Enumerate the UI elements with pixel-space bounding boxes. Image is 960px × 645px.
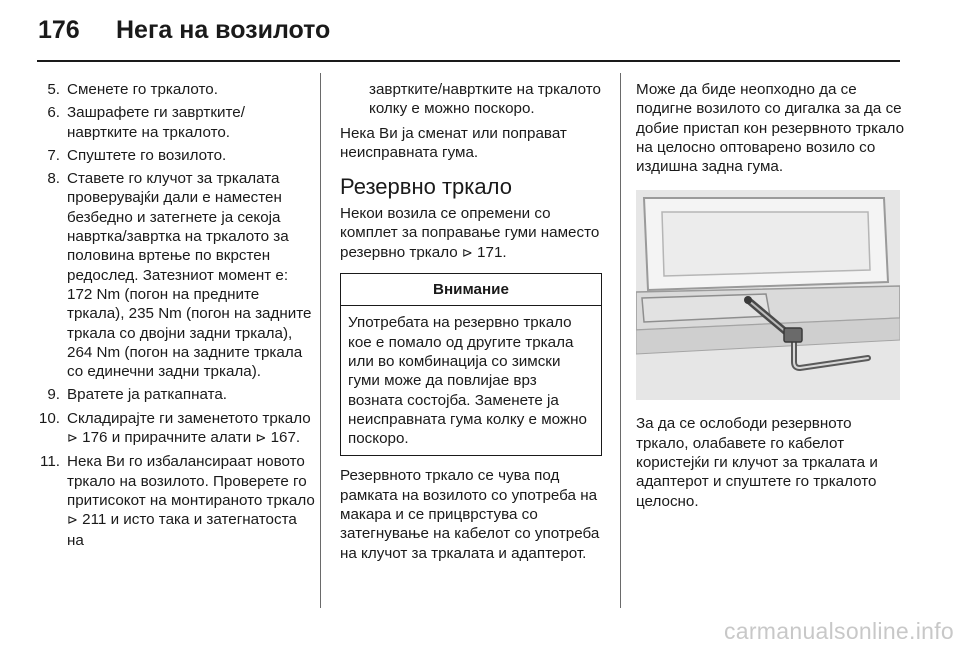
- step-number: 7.: [47, 146, 60, 164]
- step-number: 9.: [47, 386, 60, 404]
- step-9: [38, 385, 316, 404]
- column-3: [636, 80, 906, 511]
- cross-reference-icon: ⊳: [461, 245, 473, 261]
- paragraph: За да се ослободи резервното тркало, олабавете го кабелот користејќи ги клучот за тркалата и адаптерот и спуштете го тркалото целосно.: [636, 415, 878, 510]
- step-5: [38, 80, 316, 99]
- step-number: 10.: [38, 409, 60, 427]
- spare-wheel-drawing: [636, 190, 900, 400]
- watermark: carmanualsonline.info: [723, 618, 954, 644]
- warning-box: [340, 273, 602, 456]
- column-divider-2: [620, 73, 621, 608]
- page-reference-link[interactable]: 171.: [477, 243, 507, 261]
- cross-reference-icon: ⊳: [255, 431, 267, 447]
- page-title: Нега на возилото: [116, 16, 331, 44]
- step-11: [38, 452, 316, 549]
- warning-text: Употребата на резервно тркало кое е помало од другите тркала или во комбинација со зимски гуми може да повлијае врз возната состојба. Заменете ја неисправната гума колку е можно поскоро.: [348, 314, 587, 448]
- step-text: Спуштете го возилото.: [67, 146, 227, 164]
- step-text: и исто така и затегнатоста на: [67, 511, 297, 549]
- step-text: и прирачните алати: [107, 429, 256, 447]
- spare-wheel-illustration: [636, 190, 900, 400]
- page-reference-link[interactable]: 167.: [270, 429, 301, 447]
- step-10: [38, 409, 316, 449]
- page-reference-link[interactable]: 176: [82, 429, 108, 447]
- step-number: 6.: [47, 104, 60, 122]
- step-7: [38, 146, 316, 165]
- page-number: 176: [38, 16, 80, 44]
- section-heading: Резервно тркало: [340, 174, 512, 200]
- step-text: Зашрафете ги завртките/ навртките на тркалото.: [67, 104, 245, 141]
- paragraph: Нека Ви ја сменат или поправат неисправната гума.: [340, 124, 567, 161]
- step-number: 8.: [47, 170, 60, 188]
- step-number: 5.: [47, 81, 60, 98]
- paragraph-text: Некои возила се опремени со комплет за поправање гуми наместо резервно тркало: [340, 205, 600, 261]
- paragraph: Резервното тркало се чува под рамката на возилото со употреба на макара и се прицврстува со затегнување на кабелот со употреба на клучот за тркалата и адаптерот.: [340, 467, 600, 562]
- step-text: Ставете го клучот за тркалата проверувајќи дали е наместен безбедно и затегнете ја секоја навртка/завртка на тркалото за половина вртење по вкрстен редослед. Затезниот момент е: 172 Nm (погон на предните тркала), 235 Nm (погон на задните тркала со двојни задни тркала), 264 Nm (погон на задните тркала со единечни задни тркала).: [67, 170, 312, 381]
- step-6: [38, 103, 316, 142]
- step-11-continuation: завртките/навртките на тркалото колку е можно поскоро.: [369, 81, 601, 118]
- column-1: [38, 80, 316, 554]
- step-text: Складирајте ги заменетото тркало: [67, 409, 311, 427]
- column-divider-1: [320, 73, 321, 608]
- paragraph: Може да биде неопходно да се подигне возилото со дигалка за да се добие пристап кон резервното тркало на целосно оптоварено возило со издишна задна гума.: [636, 81, 905, 176]
- step-8: [38, 169, 316, 381]
- header-rule: [37, 60, 900, 62]
- cross-reference-icon: ⊳: [67, 513, 78, 529]
- step-text: Нека Ви го избалансираат новото тркало на возилото. Проверете го притисокот на монтираното тркало: [67, 453, 315, 509]
- step-text: Вратете ја раткапната.: [67, 386, 228, 404]
- paragraph: [340, 204, 605, 263]
- warning-title: Внимание: [341, 274, 601, 306]
- step-text: Сменете го тркалото.: [67, 81, 218, 98]
- procedure-steps: [38, 80, 316, 550]
- step-number: 11.: [40, 453, 60, 471]
- cross-reference-icon: ⊳: [67, 431, 78, 447]
- column-2: [340, 80, 605, 563]
- page-reference-link[interactable]: 211: [82, 511, 107, 529]
